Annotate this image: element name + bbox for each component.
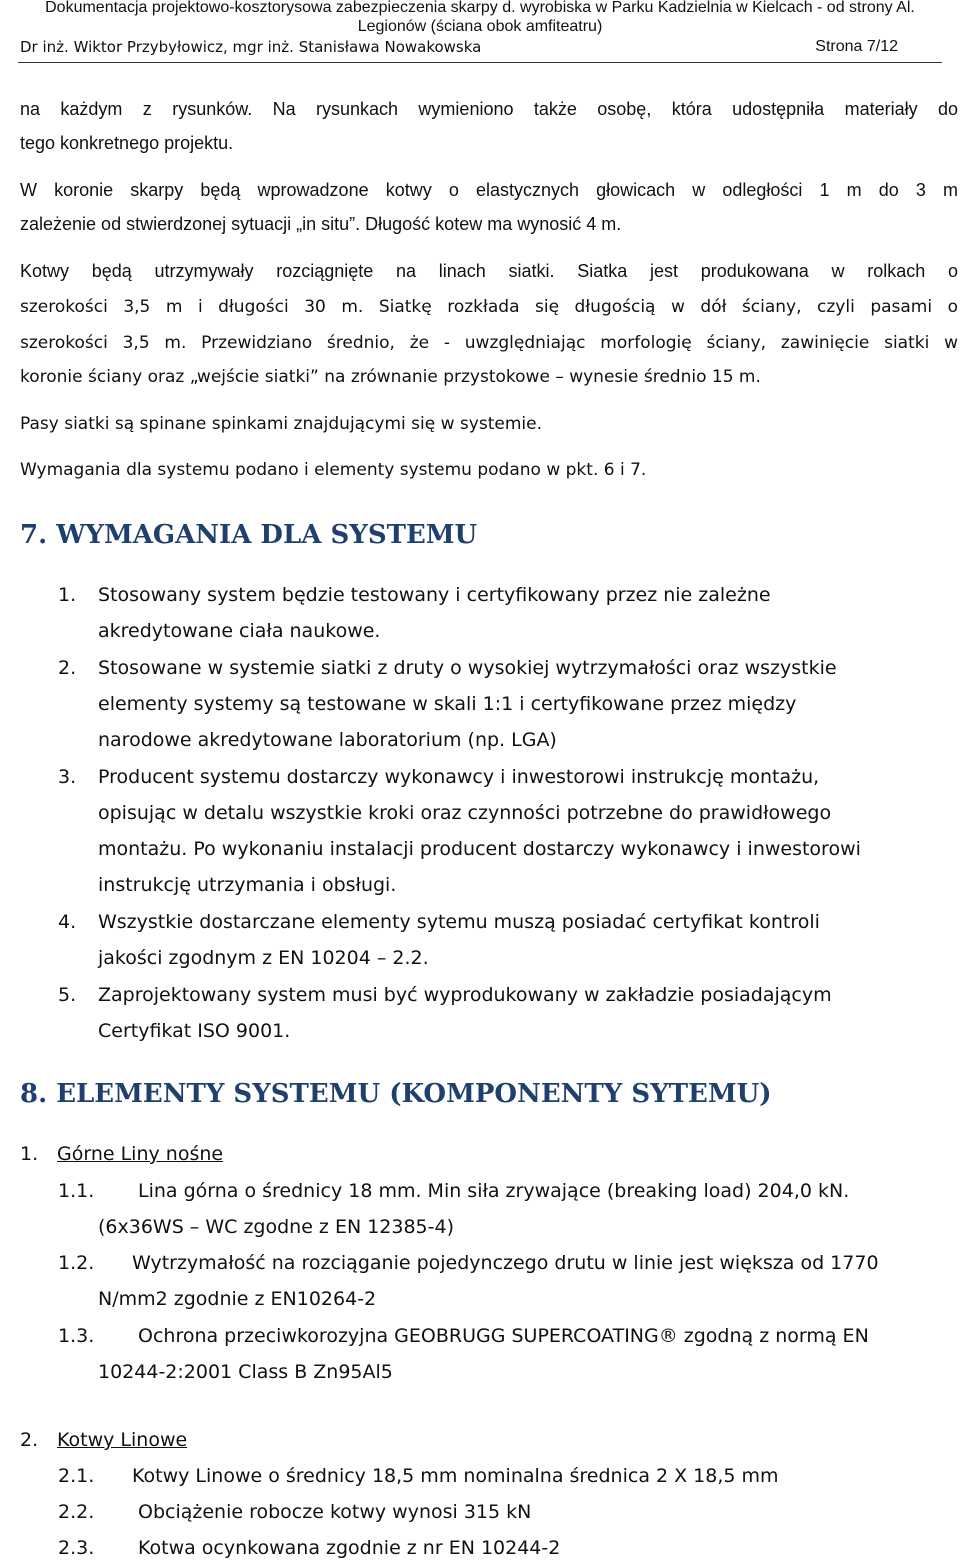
list-line: jakości zgodnym z EN 10204 – 2.2.: [98, 947, 429, 969]
header-divider: [18, 62, 942, 63]
paragraph-line: Pasy siatki są spinane spinkami znajdującymi się w systemie.: [20, 414, 542, 434]
paragraph-line: szerokości 3,5 m. Przewidziano średnio, że - uwzględniając morfologię ściany, zawinięcie siatki w: [20, 333, 958, 353]
section-heading-7: 7. WYMAGANIA DLA SYSTEMU: [20, 520, 478, 550]
list-number: 2.1.: [58, 1465, 95, 1487]
list-number: 3.: [58, 766, 77, 788]
list-line: Ochrona przeciwkorozyjna GEOBRUGG SUPERCOATING® zgodną z normą EN: [138, 1325, 869, 1347]
paragraph-line: na każdym z rysunków. Na rysunkach wymieniono także osobę, która udostępniła materiały do: [20, 99, 958, 119]
list-line: Wszystkie dostarczane elementy sytemu muszą posiadać certyfikat kontroli: [98, 911, 820, 933]
list-number: 1.1.: [58, 1180, 95, 1202]
group-title: Kotwy Linowe: [57, 1429, 188, 1451]
paragraph-line: tego konkretnego projektu.: [20, 133, 234, 153]
group-number: 1.: [20, 1143, 39, 1165]
header-authors: Dr inż. Wiktor Przybyłowicz, mgr inż. Stanisława Nowakowska: [20, 38, 482, 56]
list-number: 1.3.: [58, 1325, 95, 1347]
list-line: instrukcję utrzymania i obsługi.: [98, 874, 397, 896]
list-line: elementy systemy są testowane w skali 1:1 i certyfikowane przez między: [98, 693, 797, 715]
list-line: Producent systemu dostarczy wykonawcy i inwestorowi instrukcję montażu,: [98, 766, 820, 788]
section-heading-8: 8. ELEMENTY SYSTEMU (KOMPONENTY SYTEMU): [20, 1079, 772, 1109]
list-line: montażu. Po wykonaniu instalacji producent dostarczy wykonawcy i inwestorowi: [98, 838, 861, 860]
list-line: Certyfikat ISO 9001.: [98, 1020, 291, 1042]
header-title-line1: Dokumentacja projektowo-kosztorysowa zabezpieczenia skarpy d. wyrobiska w Parku Kadzielnia w Kielcach - od strony Al.: [45, 0, 915, 16]
list-line: akredytowane ciała naukowe.: [98, 620, 381, 642]
paragraph-line: szerokości 3,5 m i długości 30 m. Siatkę rozkłada się długością w dół ściany, czyli pasami o: [20, 297, 958, 317]
list-line: Kotwy Linowe o średnicy 18,5 mm nominalna średnica 2 X 18,5 mm: [132, 1465, 779, 1487]
paragraph-line: zależenie od stwierdzonej sytuacji „in situ”. Długość kotew ma wynosić 4 m.: [20, 214, 622, 234]
list-number: 2.3.: [58, 1537, 95, 1559]
list-number: 1.: [58, 584, 77, 606]
list-line: Lina górna o średnicy 18 mm. Min siła zrywające (breaking load) 204,0 kN.: [138, 1180, 850, 1202]
group-number: 2.: [20, 1429, 39, 1451]
list-line: Wytrzymałość na rozciąganie pojedynczego drutu w linie jest większa od 1770: [132, 1252, 879, 1274]
list-line: opisując w detalu wszystkie kroki oraz czynności potrzebne do prawidłowego: [98, 802, 832, 824]
list-number: 2.: [58, 657, 77, 679]
list-number: 5.: [58, 984, 77, 1006]
list-line: Zaprojektowany system musi być wyprodukowany w zakładzie posiadającym: [98, 984, 832, 1006]
list-line: narodowe akredytowane laboratorium (np. LGA): [98, 729, 557, 751]
paragraph-line: Wymagania dla systemu podano i elementy systemu podano w pkt. 6 i 7.: [20, 460, 647, 480]
page-number: Strona 7/12: [815, 38, 898, 55]
list-number: 2.2.: [58, 1501, 95, 1523]
list-line: (6x36WS – WC zgodne z EN 12385-4): [98, 1216, 454, 1238]
paragraph-line: koronie ściany oraz „wejście siatki” na zrównanie przystokowe – wynesie średnio 15 m.: [20, 367, 761, 387]
list-number: 1.2.: [58, 1252, 95, 1274]
list-line: N/mm2 zgodnie z EN10264-2: [98, 1288, 377, 1310]
paragraph-line: W koronie skarpy będą wprowadzone kotwy o elastycznych głowicach w odległości 1 m do 3 m: [20, 180, 958, 200]
list-line: Stosowany system będzie testowany i certyfikowany przez nie zależne: [98, 584, 771, 606]
list-line: Obciążenie robocze kotwy wynosi 315 kN: [138, 1501, 532, 1523]
group-title: Górne Liny nośne: [57, 1143, 224, 1165]
list-number: 4.: [58, 911, 77, 933]
paragraph-line: Kotwy będą utrzymywały rozciągnięte na linach siatki. Siatka jest produkowana w rolkach o: [20, 261, 958, 281]
list-line: Stosowane w systemie siatki z druty o wysokiej wytrzymałości oraz wszystkie: [98, 657, 837, 679]
list-line: 10244-2:2001 Class B Zn95Al5: [98, 1361, 393, 1383]
list-line: Kotwa ocynkowana zgodnie z nr EN 10244-2: [138, 1537, 561, 1559]
header-title-line2: Legionów (ściana obok amfiteatru): [357, 18, 603, 35]
